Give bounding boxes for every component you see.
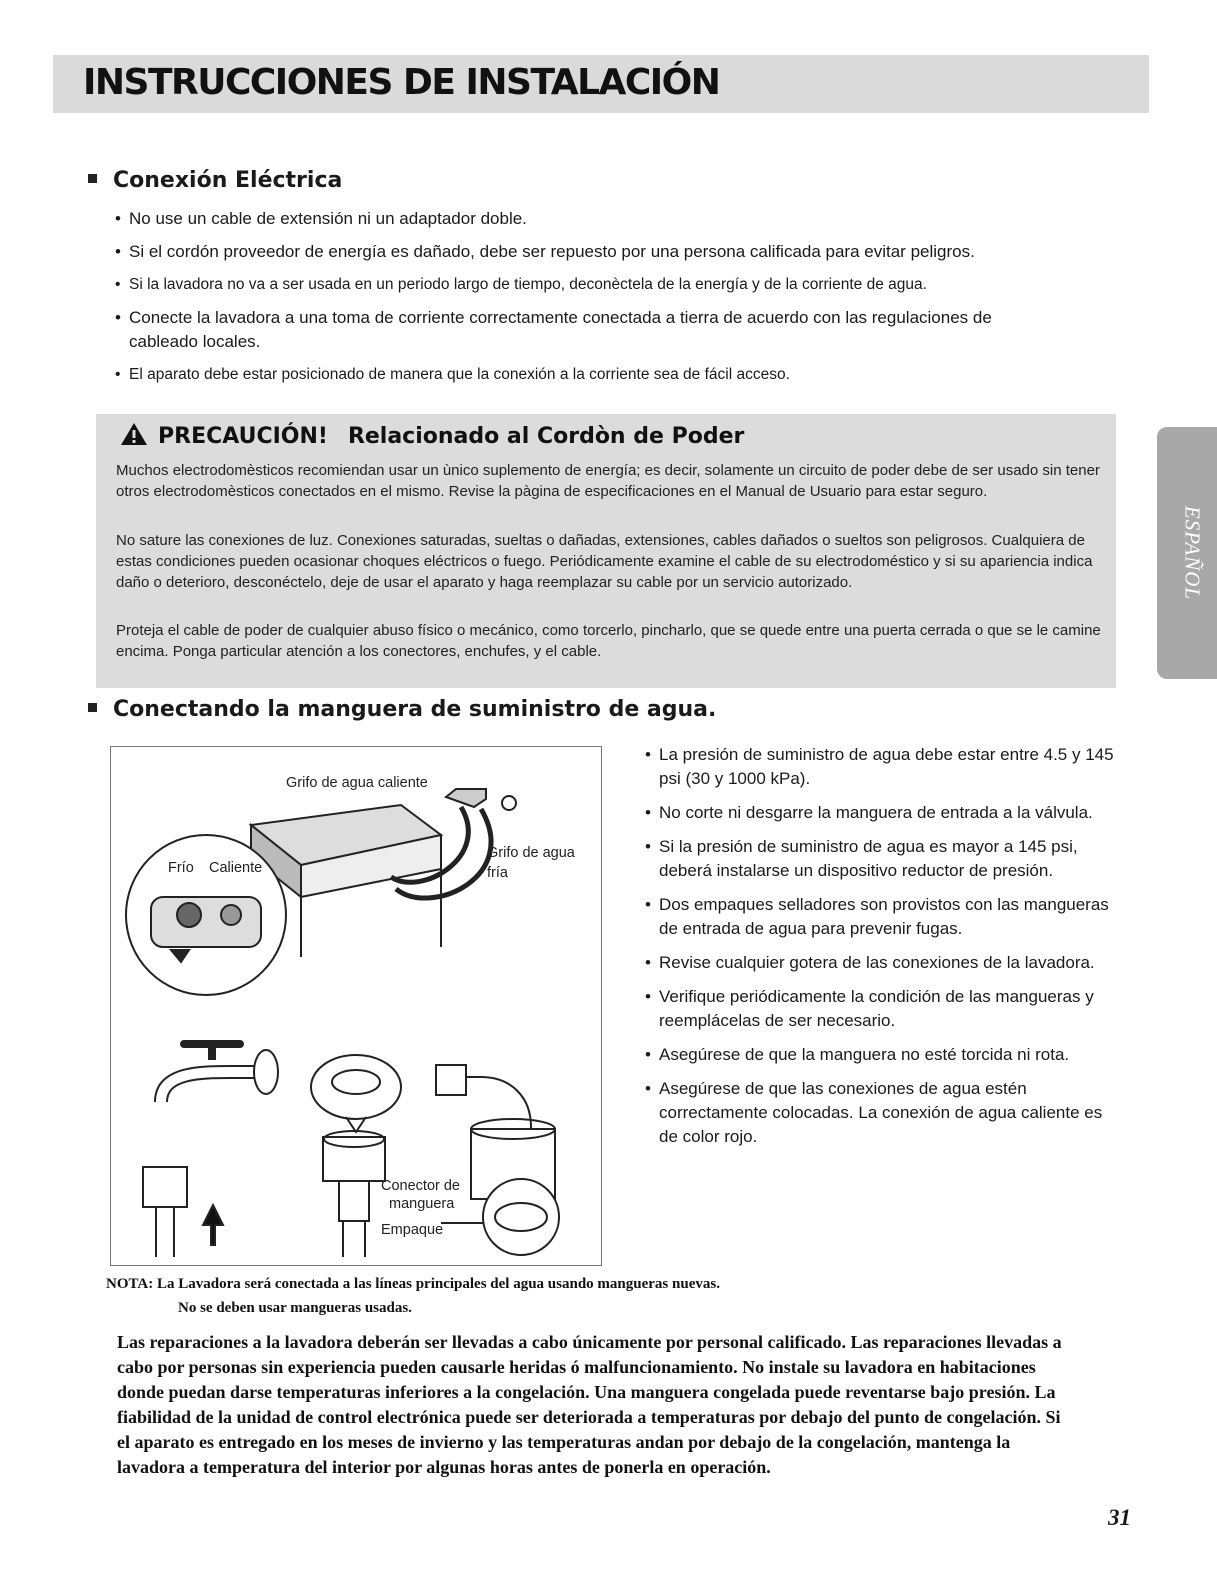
- list-item: • No corte ni desgarre la manguera de entrada a la válvula.: [645, 801, 1115, 825]
- caution-paragraph: Muchos electrodomèsticos recomiendan usar un ùnico suplemento de energía; es decir, solamente un circuito de poder debe de ser usado sin tener otros electrodomèsticos conectados en el mismo. Revise la pàgina de especificaciones en el Manual de Usuario para estar seguro.: [116, 462, 1100, 500]
- gasket-label: Empaque: [381, 1222, 444, 1238]
- list-item: • Asegúrese de que la manguera no esté torcida ni rota.: [645, 1043, 1115, 1067]
- list-item: • Verifique periódicamente la condición de las mangueras y reemplácelas de ser necesario.: [645, 985, 1115, 1033]
- hot-label: Caliente: [209, 860, 263, 876]
- list-item: • Si la lavadora no va a ser usada en un periodo largo de tiempo, deconèctela de la energía y de la corriente de agua.: [115, 273, 1125, 297]
- caution-paragraph: No sature las conexiones de luz. Conexiones saturadas, sueltas o dañadas, extensiones, cables dañados o sueltos son peligrosos. Cualquiera de estas condiciones pueden ocasionar choques eléctricos o fuego. Periódicamente examine el cable de su electrodoméstico y si su apariencia indica daño o deterioro, desconéctelo, deje de usar el aparato y haga reemplazar su cable por un servicio autorizado.: [116, 532, 1093, 591]
- list-item: • Revise cualquier gotera de las conexiones de la lavadora.: [645, 951, 1115, 975]
- list-item: • Dos empaques selladores son provistos con las mangueras de entrada de agua para prevenir fugas.: [645, 893, 1115, 941]
- list-item: • Conecte la lavadora a una toma de corriente correctamente conectada a tierra de acuerdo con las regulaciones de cableado locales.: [115, 306, 1029, 354]
- page-number: 31: [1108, 1505, 1131, 1530]
- note-line2: No se deben usar mangueras usadas.: [178, 1300, 412, 1316]
- caution-label: PRECAUCIÓN!: [158, 424, 328, 449]
- language-tab-label: ESPAÑOL: [1180, 505, 1205, 601]
- list-item: • El aparato debe estar posicionado de manera que la conexión a la corriente sea de fácil acceso.: [115, 363, 1125, 387]
- caution-heading: [120, 424, 744, 449]
- header-bar: [53, 55, 1149, 113]
- electrical-heading: [88, 168, 342, 193]
- list-item: • Asegúrese de que las conexiones de agua estén correctamente colocadas. La conexión de agua caliente es de color rojo.: [645, 1077, 1115, 1149]
- water-list: [645, 743, 1115, 1159]
- square-bullet-icon: [88, 703, 97, 712]
- page-title: INSTRUCCIONES DE INSTALACIÓN: [83, 62, 720, 103]
- note-line1: NOTA: La Lavadora será conectada a las líneas principales del agua usando mangueras nuevas.: [106, 1276, 720, 1292]
- caution-box: [96, 414, 1116, 688]
- repair-warning-paragraph: Las reparaciones a la lavadora deberán ser llevadas a cabo únicamente por personal calificado. Las reparaciones llevadas a cabo por personas sin experiencia pueden causarle heridas ó malfuncionamiento. No instale su lavadora en habitaciones donde puedan darse temperaturas inferiores a la congelación. Una manguera congelada puede reventarse bajo presión. La fiabilidad de la unidad de control electrónica puede ser deteriorada a temperaturas por debajo del punto de congelación. Si el aparato es entregado en los meses de invierno y las temperaturas andan por debajo de la congelación, mantenga la lavadora a temperatura del interior por algunas horas antes de ponerla en operación.: [117, 1332, 1062, 1477]
- caution-title: Relacionado al Cordòn de Poder: [347, 424, 745, 449]
- note: [106, 1272, 720, 1320]
- list-item: • No use un cable de extensión ni un adaptador doble.: [115, 207, 1125, 231]
- cold-tap-label-line1: Grifo de agua: [487, 845, 575, 861]
- water-heading: [88, 697, 716, 722]
- caution-paragraph: Proteja el cable de poder de cualquier abuso físico o mecánico, como torcerlo, pincharlo, que se quede entre una puerta cerrada o que se le camine encima. Ponga particular atención a los conectores, enchufes, y el cable.: [116, 622, 1101, 660]
- language-tab: [1157, 427, 1217, 679]
- list-item: • Si el cordón proveedor de energía es dañado, debe ser repuesto por una persona calificada para evitar peligros.: [115, 240, 1125, 264]
- list-item: • La presión de suministro de agua debe estar entre 4.5 y 145 psi (30 y 1000 kPa).: [645, 743, 1115, 791]
- cold-tap-label-line2: fría: [487, 865, 508, 881]
- water-heading-text: Conectando la manguera de suministro de agua.: [113, 697, 717, 722]
- connector-label-line2: manguera: [389, 1196, 455, 1212]
- hot-tap-label: Grifo de agua caliente: [286, 775, 428, 791]
- square-bullet-icon: [88, 174, 97, 183]
- electrical-list: [115, 207, 1125, 396]
- list-item: • Si la presión de suministro de agua es mayor a 145 psi, deberá instalarse un dispositivo reductor de presión.: [645, 835, 1115, 883]
- cold-label: Frío: [168, 860, 194, 876]
- hose-connection-figure: [110, 746, 602, 1266]
- electrical-heading-text: Conexión Eléctrica: [113, 168, 343, 193]
- hose-illustration: [111, 747, 601, 1265]
- warning-icon: [120, 422, 148, 446]
- connector-label-line1: Conector de: [381, 1178, 460, 1194]
